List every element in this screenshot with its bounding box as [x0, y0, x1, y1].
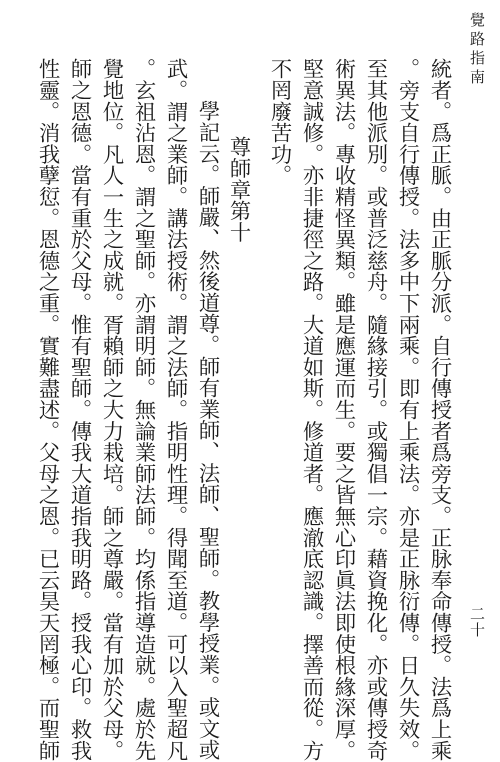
page-number: 二十	[468, 606, 486, 638]
text-column-9: 。玄祖沾恩。謂之聖師。亦謂明師。無論業師法師。均係指導造就。處於先	[131, 58, 156, 761]
text-column-1: 統者。爲正脈。由正脈分派。自行傳授者爲旁支。正脉奉命傳授。法爲上乘	[427, 58, 452, 761]
text-column-5: 堅意誠修。亦非捷徑之路。大道如斯。修道者。應澈底認識。擇善而從。方	[299, 58, 324, 761]
text-column-7: 學記云。師嚴、然後道尊。師有業師、法師、聖師。教學授業。或文或	[195, 100, 220, 761]
text-column-3: 至其他派別。或普泛慈舟。隨緣接引。或獨倡一宗。藉資挽化。亦或傳授奇	[363, 58, 388, 761]
text-column-10: 覺地位。凡人一生之成就。胥賴師之大力栽培。師之尊嚴。當有加於父母。	[99, 58, 124, 761]
text-column-6: 不罔廢苦功。	[267, 58, 292, 186]
chapter-title: 尊師章第十	[226, 136, 251, 243]
text-column-11: 師之恩德。當有重於父母。惟有聖師。傳我大道指我明路。授我心印。救我	[67, 58, 92, 761]
text-column-12: 性靈。消我孽愆。恩德之重。實難盡述。父母之恩。已云昊天罔極。而聖師	[35, 58, 60, 761]
text-column-2: 。旁支自行傳授。法多中下兩乘。即有上乘法。亦是正脉衍傳。日久失效。	[395, 58, 420, 761]
text-column-8: 武。謂之業師。講法授術。謂之法師。指明性理。得聞至道。可以入聖超凡	[163, 58, 188, 761]
text-column-4: 術異法。專收精怪異類。雖是應運而生。要之皆無心印眞法即使根緣深厚。	[331, 58, 356, 761]
running-header-title: 覺路指南	[468, 12, 486, 88]
